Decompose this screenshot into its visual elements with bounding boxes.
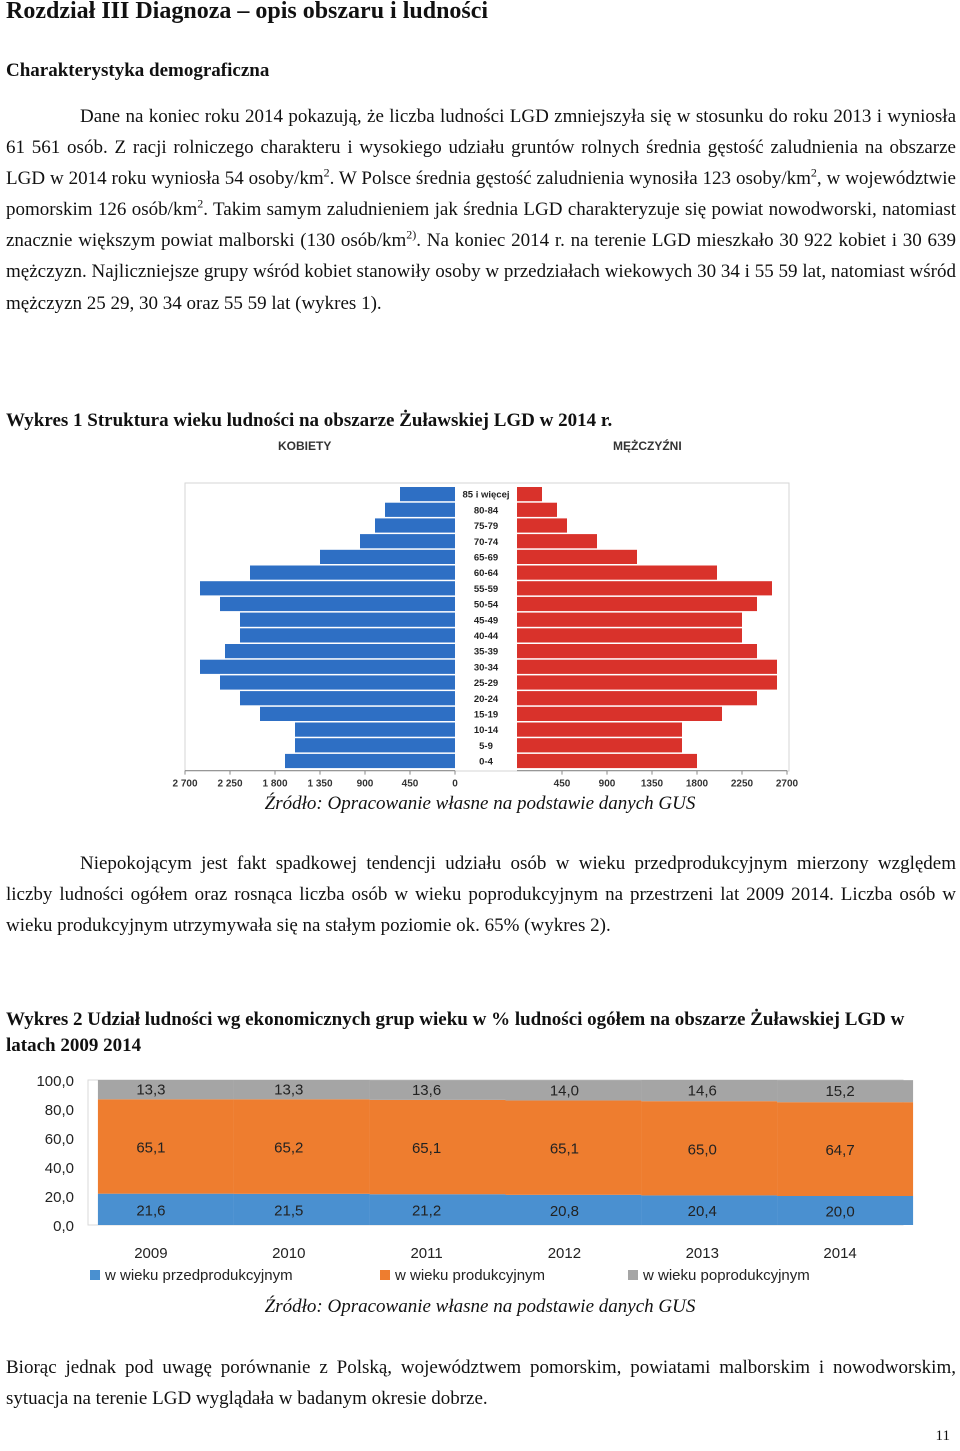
bar-male bbox=[517, 628, 742, 642]
bar-female bbox=[220, 675, 455, 689]
age-label: 20-24 bbox=[473, 693, 499, 705]
bar-female bbox=[385, 503, 455, 517]
bar-male bbox=[517, 581, 772, 595]
data-label: 13,6 bbox=[411, 1082, 442, 1100]
data-label: 14,6 bbox=[687, 1082, 717, 1100]
legend-swatch bbox=[380, 1270, 390, 1280]
age-label: 50-54 bbox=[473, 599, 499, 611]
age-label: 10-14 bbox=[473, 725, 499, 737]
bar-female bbox=[320, 550, 455, 564]
x-tick-label: 450 bbox=[553, 778, 571, 790]
bar-female bbox=[375, 518, 455, 532]
age-label: 80-84 bbox=[473, 505, 499, 517]
age-label: 35-39 bbox=[473, 646, 499, 658]
age-label: 45-49 bbox=[473, 615, 499, 627]
x-category-label: 2009 bbox=[134, 1245, 168, 1262]
age-label: 60-64 bbox=[473, 568, 499, 580]
bar-female bbox=[240, 628, 455, 642]
bar-male bbox=[517, 660, 777, 674]
paragraph-comparison: Biorąc jednak pod uwagę porównanie z Polską, województwem pomorskim, powiatami malborskim i nowodworskim, sytuacja na terenie LGD wyglądała w badanym okresie dobrze. bbox=[6, 1357, 956, 1410]
x-tick-label: 0 bbox=[452, 778, 458, 790]
bar-segment-postproductive bbox=[98, 1080, 234, 1099]
data-label: 64,7 bbox=[825, 1142, 855, 1160]
x-category-label: 2012 bbox=[547, 1245, 582, 1262]
bar-male bbox=[517, 754, 697, 768]
legend-label: w wieku przedprodukcyjnym bbox=[105, 1267, 293, 1284]
data-label: 65,1 bbox=[136, 1139, 166, 1157]
bar-female bbox=[295, 723, 455, 737]
legend-swatch bbox=[90, 1270, 100, 1280]
x-tick-label: 2 700 bbox=[172, 778, 198, 790]
y-tick-label: 60,0 bbox=[44, 1131, 74, 1148]
age-groups-stacked-chart bbox=[0, 1060, 960, 1292]
legend-label-female: KOBIETY bbox=[278, 439, 332, 453]
bar-female bbox=[260, 707, 455, 721]
bar-female bbox=[285, 754, 455, 768]
x-category-label: 2011 bbox=[410, 1245, 443, 1262]
bar-male bbox=[517, 597, 757, 611]
age-label: 65-69 bbox=[473, 552, 499, 564]
data-label: 20,0 bbox=[825, 1203, 855, 1221]
bar-female bbox=[360, 534, 455, 548]
bar-female bbox=[200, 660, 455, 674]
age-label: 30-34 bbox=[473, 662, 499, 674]
bar-male bbox=[517, 738, 682, 752]
age-label: 5-9 bbox=[479, 740, 493, 752]
bar-female bbox=[240, 613, 455, 627]
age-label: 40-44 bbox=[473, 631, 499, 642]
bar-male bbox=[517, 613, 742, 627]
bar-female bbox=[295, 738, 455, 752]
bar-female bbox=[400, 487, 455, 501]
x-tick-label: 2700 bbox=[775, 778, 799, 790]
bar-male bbox=[517, 707, 722, 721]
data-label: 13,3 bbox=[274, 1081, 304, 1099]
age-label: 70-74 bbox=[473, 536, 499, 548]
x-tick-label: 2 250 bbox=[217, 778, 243, 790]
data-label: 15,2 bbox=[825, 1083, 855, 1101]
bar-male bbox=[517, 503, 557, 517]
data-label: 65,2 bbox=[274, 1139, 304, 1157]
chart2-caption: Wykres 2 Udział ludności wg ekonomicznych grup wieku w % ludności ogółem na obszarze Żuławskiej LGD w latach 2009 2014 bbox=[6, 1009, 905, 1056]
age-label: 75-79 bbox=[473, 521, 499, 533]
bar-female bbox=[220, 597, 455, 611]
bar-male bbox=[517, 723, 682, 737]
x-tick-label: 1 800 bbox=[262, 778, 288, 790]
paragraph-demographics: Dane na koniec roku 2014 pokazują, że liczba ludności LGD zmniejszyła się w stosunku do roku 2013 i wyniosła 61 561 osób. Z racji rolniczego charakteru i wysokiego udziału gruntów rolnych średnia gęstość zaludnienia na obszarze LGD w 2014 roku wyniosła 54 osoby/$km^2$. W Polsce średnia gęstość zaludnienia wynosiła 123 osoby/$km^2$, w województwie pomorskim 126 osób/$km^2$. Takim samym zaludnieniem jak średnia LGD charakteryzuje się powiat nowodworski, natomiast znacznie większym powiat malborski (130 osób/$km^{2)}$. Na koniec 2014 r. na terenie LGD mieszkało 30 922 kobiet i 30 639 mężczyzn. Najliczniejsze grupy wśród kobiet stanowiły osoby w przedziałach wiekowych 30 34 i 55 59 lat, natomiast wśród mężczyzn 25 29, 30 34 oraz 55 59 lat (wykres 1). bbox=[6, 106, 957, 314]
age-label: 55-59 bbox=[473, 583, 499, 595]
population-pyramid-chart bbox=[168, 438, 808, 790]
page-title: Rozdział III Diagnoza – opis obszaru i ludności bbox=[6, 0, 489, 24]
y-tick-label: 40,0 bbox=[44, 1160, 74, 1177]
bar-male bbox=[517, 550, 637, 564]
legend-label-male: MĘŻCZYŹNI bbox=[613, 439, 682, 453]
chart1-source: Źródło: Opracowanie własne na podstawie danych GUS bbox=[264, 793, 696, 814]
bar-female bbox=[240, 691, 455, 705]
y-tick-label: 100,0 bbox=[36, 1073, 74, 1090]
bar-female bbox=[250, 566, 455, 580]
bar-male bbox=[517, 487, 542, 501]
age-label: 25-29 bbox=[473, 678, 499, 690]
data-label: 20,4 bbox=[687, 1203, 717, 1221]
x-tick-label: 900 bbox=[598, 778, 616, 790]
bar-female bbox=[200, 581, 455, 595]
y-tick-label: 0,0 bbox=[53, 1218, 74, 1235]
bar-segment-preproductive bbox=[98, 1194, 234, 1225]
x-category-label: 2014 bbox=[823, 1245, 857, 1262]
bar-male bbox=[517, 675, 777, 689]
x-category-label: 2010 bbox=[272, 1245, 306, 1262]
paragraph-age-groups: Niepokojącym jest fakt spadkowej tendencji udziału osób w wieku przedprodukcyjnym mierzony względem liczby ludności ogółem oraz rosnąca liczba osób w wieku poprodukcyjnym na przestrzeni lat 2009 2014. Liczba osób w wieku produkcyjnym utrzymywała się na stałym poziomie ok. 65% (wykres 2). bbox=[6, 853, 956, 937]
legend-label: w wieku produkcyjnym bbox=[395, 1267, 546, 1284]
bar-male bbox=[517, 518, 567, 532]
data-label: 65,1 bbox=[411, 1140, 442, 1158]
x-tick-label: 1800 bbox=[685, 778, 709, 790]
bar-male bbox=[517, 534, 597, 548]
x-tick-label: 1 350 bbox=[307, 778, 333, 790]
data-label: 14,0 bbox=[549, 1082, 580, 1100]
chart1-caption: Wykres 1 Struktura wieku ludności na obszarze Żuławskiej LGD w 2014 r. bbox=[6, 410, 613, 431]
data-label: 21,6 bbox=[136, 1202, 166, 1220]
data-label: 21,2 bbox=[411, 1202, 442, 1220]
age-label: 15-19 bbox=[473, 709, 499, 721]
bar-female bbox=[225, 644, 455, 658]
legend-label: w wieku poprodukcyjnym bbox=[643, 1267, 810, 1284]
bar-male bbox=[517, 644, 757, 658]
data-label: 20,8 bbox=[549, 1202, 580, 1220]
bar-male bbox=[517, 691, 757, 705]
data-label: 13,3 bbox=[136, 1081, 166, 1099]
age-label: 85 i więcej bbox=[462, 489, 510, 501]
x-tick-label: 2250 bbox=[730, 778, 754, 790]
legend-swatch bbox=[628, 1270, 638, 1280]
x-tick-label: 1350 bbox=[640, 778, 664, 790]
section-subheading: Charakterystyka demograficzna bbox=[6, 60, 270, 81]
y-tick-label: 80,0 bbox=[44, 1102, 74, 1119]
bar-male bbox=[517, 566, 717, 580]
age-label: 0-4 bbox=[479, 756, 493, 768]
x-tick-label: 450 bbox=[401, 778, 419, 790]
data-label: 21,5 bbox=[274, 1202, 304, 1220]
bar-segment-productive bbox=[98, 1099, 234, 1193]
data-label: 65,0 bbox=[687, 1141, 717, 1159]
y-tick-label: 20,0 bbox=[44, 1189, 74, 1206]
chart2-source: Źródło: Opracowanie własne na podstawie danych GUS bbox=[264, 1296, 696, 1317]
x-category-label: 2013 bbox=[685, 1245, 719, 1262]
x-tick-label: 900 bbox=[356, 778, 374, 790]
page-number: 11 bbox=[935, 1428, 950, 1444]
data-label: 65,1 bbox=[549, 1140, 580, 1158]
